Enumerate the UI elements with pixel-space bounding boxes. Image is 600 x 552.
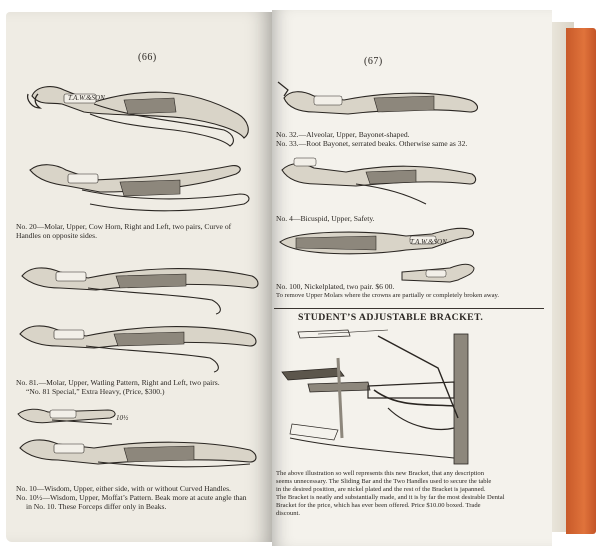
- right-page: [272, 10, 552, 546]
- caption-no-20: [16, 222, 231, 240]
- forceps-illustration: [14, 316, 260, 374]
- caption-line: No. 81.—Molar, Upper, Watling Pattern, Right and Left, two pairs.: [16, 378, 220, 387]
- forceps-illustration: [14, 432, 260, 482]
- caption-line: No. 10½—Wisdom, Upper, Moffat’s Pattern. Beak more at acute angle than: [16, 493, 247, 503]
- caption-no-81: [16, 378, 220, 396]
- bracket-description: [276, 470, 505, 518]
- caption-line: No. 20—Molar, Upper, Cow Horn, Right and Left, two pairs, Curve of: [16, 222, 232, 231]
- description-line: seems unnecessary. The Sliding Bar and the Two Handles used to secure the table: [276, 478, 492, 485]
- caption-no-32-33: [276, 130, 467, 148]
- forceps-illustration: [24, 78, 264, 148]
- description-line: discount.: [276, 510, 300, 517]
- left-page: [6, 12, 272, 542]
- caption-no-10: [16, 484, 247, 512]
- caption-line: To remove Upper Molars where the crowns are partially or completely broken away.: [276, 292, 500, 300]
- forceps-illustration: [274, 76, 484, 126]
- caption-line: No. 33.—Root Bayonet, serrated beaks. Otherwise same as 32.: [276, 139, 468, 149]
- caption-line: No. 4—Bicuspid, Upper, Safety.: [276, 214, 375, 223]
- forceps-beak-detail-illustration: [12, 404, 122, 430]
- caption-line: No. 100, Nickelplated, two pair. $6 00.: [276, 282, 395, 291]
- caption-line: No. 32.—Alveolar, Upper, Bayonet-shaped.: [276, 130, 410, 139]
- caption-line: “No. 81 Special,” Extra Heavy, (Price, $300.): [26, 387, 165, 397]
- bracket-heading: STUDENT’S ADJUSTABLE BRACKET.: [298, 312, 484, 323]
- size-label: 10½: [116, 414, 129, 422]
- forceps-illustration: [276, 150, 476, 210]
- adjustable-bracket-illustration: [278, 328, 478, 468]
- caption-line: Handles on opposite sides.: [16, 231, 97, 241]
- forceps-illustration: [16, 260, 262, 316]
- page-number-left: (66): [138, 52, 157, 63]
- manufacturer-stamp: T.A.W.&SON: [410, 238, 447, 246]
- caption-line: in No. 10. These Forceps differ only in Beaks.: [26, 502, 167, 512]
- description-line: Bracket for the price, which has ever been offered. Price $10.00 boxed. Trade: [276, 502, 481, 509]
- book-cover: [566, 28, 596, 534]
- caption-line: No. 10—Wisdom, Upper, either side, with or without Curved Handles.: [16, 484, 231, 493]
- page-number-right: (67): [364, 56, 383, 67]
- caption-no-100: [276, 282, 499, 300]
- description-line: The Bracket is neatly and substantially made, and it is by far the most desirable Dental: [276, 494, 505, 501]
- manufacturer-stamp: T.A.W.&SON: [68, 94, 105, 102]
- section-divider: [274, 308, 544, 309]
- description-line: The above illustration so well represents this new Bracket, that any description: [276, 470, 485, 477]
- forceps-illustration: [20, 160, 260, 222]
- description-line: in the desired position, are nickel plated and the rest of the Bracket is japanned.: [276, 486, 486, 493]
